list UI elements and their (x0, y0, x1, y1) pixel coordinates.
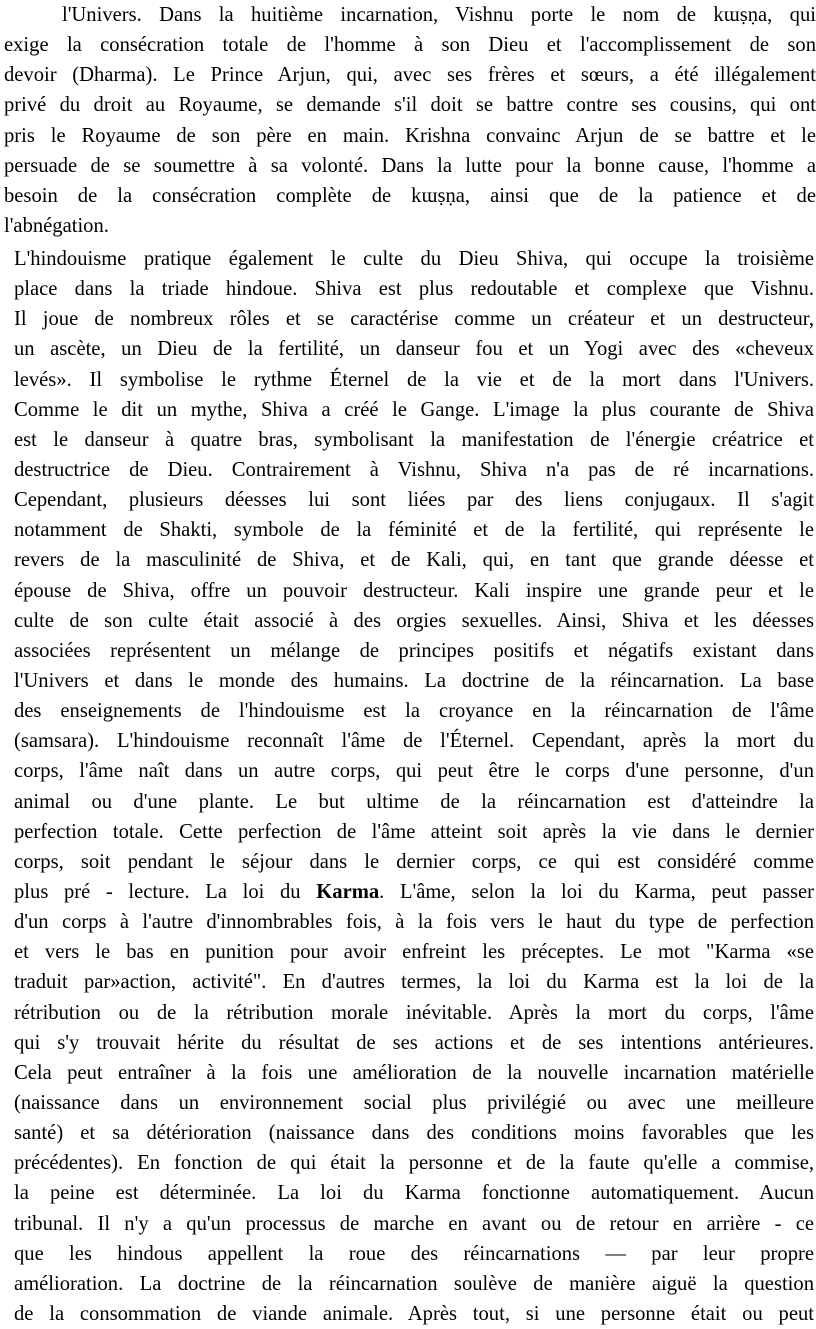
text-line: tribunal. Il n'y a qu'un processus de marche en avant ou de retour en arrière - ce (14, 1212, 814, 1235)
text-line: notamment de Shakti, symbole de la féminité et de la fertilité, qui représente le (14, 519, 814, 542)
text-line: L'hindouisme pratique également le culte du Dieu Shiva, qui occupe la troisième (14, 248, 814, 270)
text-line: la peine est déterminée. La loi du Karma fonctionne automatiquement. Aucun (14, 1182, 814, 1205)
paragraph-shiva (14, 244, 814, 1329)
text-line: qui s'y trouvait hérite du résultat de ses actions et de ses intentions antérieures. (14, 1031, 814, 1054)
text-line: santé) et sa détérioration (naissance dans des conditions moins favorables que les (14, 1122, 814, 1145)
text-line: levés». Il symbolise le rythme Éternel de la vie et de la mort dans l'Univers. (14, 368, 814, 391)
text-line: des enseignements de l'hindouisme est la croyance en la réincarnation de l'âme (14, 700, 814, 723)
text-line: perfection totale. Cette perfection de l'âme atteint soit après la vie dans le dernier (14, 820, 814, 843)
text-line-karma (14, 877, 814, 907)
text-line: (samsara). L'hindouisme reconnaît l'âme de l'Éternel. Cependant, après la mort du (14, 730, 814, 753)
text-line: est le danseur à quatre bras, symbolisant la manifestation de l'énergie créatrice et (14, 428, 814, 451)
text-line: pris le Royaume de son père en main. Krishna convainc Arjun de se battre et le (4, 124, 816, 147)
text-line: épouse de Shiva, offre un pouvoir destructeur. Kali inspire une grande peur et le (14, 579, 814, 602)
text-line: persuade de se soumettre à sa volonté. Dans la lutte pour la bonne cause, l'homme a (4, 154, 816, 177)
text-line: (naissance dans un environnement social plus privilégié ou avec une meilleure (14, 1091, 814, 1114)
text-line: privé du droit au Royaume, se demande s'il doit se battre contre ses cousins, qui ont (4, 94, 816, 117)
text-line: de la consommation de viande animale. Après tout, si une personne était ou peut (14, 1302, 814, 1325)
text-line: destructrice de Dieu. Contrairement à Vishnu, Shiva n'a pas de ré incarnations. (14, 458, 814, 481)
text-line: que les hindous appellent la roue des réincarnations — par leur propre (14, 1242, 814, 1265)
text-line: place dans la triade hindoue. Shiva est plus redoutable et complexe que Vishnu. (14, 278, 814, 301)
text-line: Comme le dit un mythe, Shiva a créé le Gange. L'image la plus courante de Shiva (14, 398, 814, 421)
text-line: revers de la masculinité de Shiva, et de Kali, qui, en tant que grande déesse et (14, 549, 814, 572)
text-line: Cela peut entraîner à la fois une amélioration de la nouvelle incarnation matérielle (14, 1061, 814, 1084)
text-line: corps, soit pendant le séjour dans le dernier corps, ce qui est considéré comme (14, 850, 814, 873)
text-line: l'Univers. Dans la huitième incarnation, Vishnu porte le nom de kɯṣṇa, qui (62, 4, 816, 26)
text-line: culte de son culte était associé à des orgies sexuelles. Ainsi, Shiva et les déesses (14, 609, 814, 632)
text-line: un ascète, un Dieu de la fertilité, un danseur fou et un Yogi avec des «cheveux (14, 338, 814, 361)
text-line: d'un corps à l'autre d'innombrables fois, à la fois vers le haut du type de perfection (14, 911, 814, 934)
text-line: exige la consécration totale de l'homme à son Dieu et l'accomplissement de son (4, 34, 816, 57)
text-line: Cependant, plusieurs déesses lui sont liées par des liens conjugaux. Il s'agit (14, 489, 814, 512)
karma-line-before: plus pré - lecture. La loi du (14, 880, 317, 903)
text-line: devoir (Dharma). Le Prince Arjun, qui, avec ses frères et sœurs, a été illégalement (4, 64, 816, 87)
text-line: associées représentent un mélange de principes positifs et négatifs existant dans (14, 639, 814, 662)
text-line: animal ou d'une plante. Le but ultime de la réincarnation est d'atteindre la (14, 790, 814, 813)
text-line: Il joue de nombreux rôles et se caractérise comme un créateur et un destructeur, (14, 308, 814, 331)
karma-line-after: . L'âme, selon la loi du Karma, peut passer (379, 880, 815, 903)
text-line: traduit par»action, activité". En d'autres termes, la loi du Karma est la loi de la (14, 971, 814, 994)
text-line: et vers le bas en punition pour avoir enfreint les préceptes. Le mot "Karma «se (14, 941, 814, 964)
karma-term-bold: Karma (316, 880, 380, 903)
text-line: besoin de la consécration complète de kɯṣṇa, ainsi que de la patience et de (4, 184, 816, 207)
text-line: amélioration. La doctrine de la réincarnation soulève de manière aiguë la question (14, 1272, 814, 1295)
text-line: l'abnégation. (4, 214, 109, 237)
text-line: rétribution ou de la rétribution morale inévitable. Après la mort du corps, l'âme (14, 1001, 814, 1024)
text-line: l'Univers et dans le monde des humains. La doctrine de la réincarnation. La base (14, 669, 814, 692)
text-line: précédentes). En fonction de qui était la personne et de la faute qu'elle a commise, (14, 1152, 814, 1175)
text-line: corps, l'âme naît dans un autre corps, qui peut être le corps d'une personne, d'un (14, 760, 814, 783)
paragraph-vishnu (4, 0, 816, 241)
